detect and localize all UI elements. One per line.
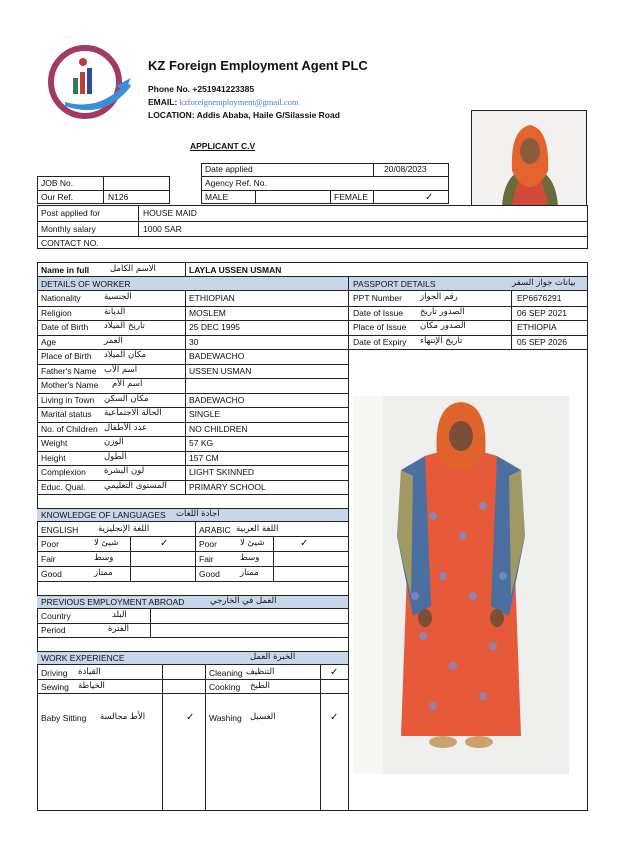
passport-field-label: PPT Number <box>353 293 402 303</box>
passport-field-label-arabic: الصدور مكان <box>420 321 466 331</box>
worker-field-label-arabic: مكان السكن <box>104 393 149 404</box>
passport-field-label: Date of Expiry <box>353 336 407 347</box>
worker-field-value: LIGHT SKINNED <box>189 467 255 477</box>
worker-field-label-arabic: تاريخ الميلاد <box>104 321 145 331</box>
worker-field-label-arabic: اسم الأب <box>104 364 138 375</box>
worker-field-label: Educ. Qual. <box>41 481 86 492</box>
experience-right-label: Cooking <box>209 682 241 692</box>
english-level-checkmark: ✓ <box>160 538 169 549</box>
worker-row-divider <box>37 320 349 321</box>
passport-field-label: Place of Issue <box>353 322 407 332</box>
passport-field-label-arabic: الصدور تاريخ <box>420 306 465 317</box>
worker-field-label: Father's Name <box>41 365 97 376</box>
worker-row-divider <box>37 393 349 394</box>
passport-field-value: ETHIOPIA <box>517 322 557 332</box>
worker-field-label: Height <box>41 452 66 463</box>
name-label: Name in full <box>41 265 90 275</box>
company-email-row <box>148 97 299 108</box>
english-level-label-arabic: شيئ لا <box>94 538 119 548</box>
salary-label: Monthly salary <box>41 224 96 234</box>
post-label: Post applied for <box>41 208 101 218</box>
passport-field-value: 05 SEP 2026 <box>517 336 567 347</box>
worker-row-divider <box>37 465 349 466</box>
country-label-arabic: البلد <box>112 610 127 620</box>
experience-right-label-arabic: الطبخ <box>250 681 270 691</box>
worker-field-value: USSEN USMAN <box>189 365 252 376</box>
worker-field-label: Place of Birth <box>41 351 92 361</box>
experience-left-label: Sewing <box>41 682 69 692</box>
email-link[interactable]: kzforeignemployment@gmail.com <box>179 97 299 107</box>
salary-value: 1000 SAR <box>143 224 182 234</box>
worker-section-title: DETAILS OF WORKER <box>41 279 131 289</box>
company-logo <box>45 42 135 122</box>
worker-field-value: BADEWACHO <box>189 394 245 405</box>
experience-section-title: WORK EXPERIENCE <box>41 653 125 663</box>
experience-left-label-arabic: القيادة <box>78 667 101 677</box>
experience-left-label-arabic: الأط مجالسة <box>100 712 146 722</box>
employment-section-title-arabic: العمل في الخارجي <box>210 596 277 606</box>
female-checkmark: ✓ <box>425 192 434 203</box>
worker-field-label: Complexion <box>41 467 86 477</box>
worker-field-label: Nationality <box>41 293 81 303</box>
worker-row-divider <box>37 335 349 336</box>
worker-field-label: Living in Town <box>41 394 95 405</box>
worker-field-label: No. of Children <box>41 423 98 434</box>
worker-field-label: Date of Birth <box>41 322 89 332</box>
worker-field-value: MOSLEM <box>189 307 226 318</box>
female-label: FEMALE <box>334 192 369 202</box>
worker-row-divider <box>37 422 349 423</box>
worker-field-label-arabic: مكان الميلاد <box>104 350 147 360</box>
worker-row-divider <box>37 436 349 437</box>
arabic-label-arabic: اللغة العربية <box>236 524 279 534</box>
worker-row-divider <box>37 451 349 452</box>
worker-field-value: 30 <box>189 336 199 347</box>
experience-left-label: Driving <box>41 668 68 678</box>
languages-section-title: KNOWLEDGE OF LANGUAGES <box>41 510 166 520</box>
experience-left-label-arabic: الخياطة <box>78 681 105 691</box>
agency-ref-label: Agency Ref. No. <box>205 178 267 188</box>
experience-right-label-arabic: الغسيل <box>250 712 276 722</box>
employment-section-title: PREVIOUS EMPLOYMENT ABROAD <box>41 597 185 607</box>
english-level-label: Good <box>41 569 62 579</box>
english-level-label-arabic: ممتاز <box>94 568 113 578</box>
job-no-label: JOB No. <box>41 178 74 188</box>
english-level-label: Fair <box>41 554 56 564</box>
arabic-level-label-arabic: شيئ لا <box>240 538 265 548</box>
experience-left-label: Baby Sitting <box>41 713 87 723</box>
worker-field-label-arabic: الطول <box>104 451 127 462</box>
full-body-photo <box>353 396 569 774</box>
experience-right-label: Washing <box>209 713 242 723</box>
experience-section-title-arabic: الخبرة العمل <box>250 652 296 662</box>
worker-field-value: BADEWACHO <box>189 351 245 361</box>
arabic-level-label-arabic: ممتاز <box>240 568 259 578</box>
arabic-level-label-arabic: وسط <box>240 553 260 563</box>
worker-field-label-arabic: الديانة <box>104 306 126 317</box>
worker-field-label: Marital status <box>41 409 92 419</box>
experience-right-label: Cleaning <box>209 668 243 678</box>
worker-field-label-arabic: لون البشرة <box>104 466 145 476</box>
worker-field-label-arabic: الحالة الاجتماعية <box>104 408 162 418</box>
company-name: KZ Foreign Employment Agent PLC <box>148 58 368 73</box>
worker-field-label-arabic: عدد الأطفال <box>104 422 148 433</box>
worker-column-divider <box>185 291 186 494</box>
worker-field-value: 57 KG <box>189 438 214 448</box>
arabic-level-label: Poor <box>199 539 217 549</box>
worker-field-value: 25 DEC 1995 <box>189 322 241 332</box>
period-label-arabic: الفترة <box>108 624 129 634</box>
date-applied-value: 20/08/2023 <box>384 164 427 174</box>
worker-field-label-arabic: اسم الأم <box>112 379 143 389</box>
passport-column-divider <box>511 291 512 349</box>
worker-field-label: Religion <box>41 307 72 318</box>
passport-section-title: PASSPORT DETAILS <box>353 279 436 289</box>
worker-field-label-arabic: المستوى التعليمي <box>104 480 167 491</box>
period-label: Period <box>41 625 66 635</box>
passport-field-label: Date of Issue <box>353 307 404 318</box>
arabic-label: ARABIC <box>199 525 231 535</box>
passport-row-divider <box>348 349 588 350</box>
post-value: HOUSE MAID <box>143 208 197 218</box>
passport-field-value: EP6676291 <box>517 293 562 303</box>
passport-row-divider <box>348 306 588 307</box>
company-phone: Phone No. +251941223385 <box>148 84 255 94</box>
name-value: LAYLA USSEN USMAN <box>189 265 282 275</box>
passport-section-title-arabic: بيانات جواز السفر <box>512 278 576 288</box>
english-label: ENGLISH <box>41 525 79 535</box>
experience-right-checkmark: ✓ <box>330 712 339 723</box>
arabic-level-label: Good <box>199 569 220 579</box>
male-label: MALE <box>205 192 229 202</box>
worker-row-divider <box>37 494 349 495</box>
worker-field-label: Weight <box>41 438 68 448</box>
date-applied-label: Date applied <box>205 164 253 174</box>
experience-left-checkmark: ✓ <box>186 712 195 723</box>
arabic-level-label: Fair <box>199 554 214 564</box>
worker-field-label: Age <box>41 336 57 347</box>
passport-field-value: 06 SEP 2021 <box>517 307 567 318</box>
passport-field-label-arabic: رقم الجواز <box>420 292 458 302</box>
post-salary-table <box>37 205 588 249</box>
worker-field-value: NO CHILDREN <box>189 423 248 434</box>
experience-right-label-arabic: التنظيف <box>246 667 275 677</box>
document-title: APPLICANT C.V <box>190 141 256 151</box>
worker-field-value: ETHIOPIAN <box>189 293 235 303</box>
company-location: LOCATION: Addis Ababa, Haile G/Silassie Road <box>148 110 340 120</box>
passport-row-divider <box>348 335 588 336</box>
languages-section-title-arabic: اجادة اللغات <box>176 509 220 519</box>
arabic-level-checkmark: ✓ <box>300 538 309 549</box>
worker-row-divider <box>37 407 349 408</box>
passport-row-divider <box>348 320 588 321</box>
portrait-photo <box>471 110 587 206</box>
experience-right-checkmark: ✓ <box>330 667 339 678</box>
worker-row-divider <box>37 364 349 365</box>
worker-row-divider <box>37 349 349 350</box>
worker-field-label-arabic: الجنسية <box>104 292 132 302</box>
email-label: EMAIL: <box>148 97 178 107</box>
contact-label: CONTACT NO. <box>41 238 99 248</box>
country-label: Country <box>41 611 71 621</box>
worker-row-divider <box>37 480 349 481</box>
name-label-arabic: الاسم الكامل <box>110 264 156 274</box>
english-level-label: Poor <box>41 539 59 549</box>
passport-field-label-arabic: تاريخ الإنتهاء <box>420 335 463 346</box>
our-ref-value: N126 <box>108 192 129 202</box>
worker-field-value: PRIMARY SCHOOL <box>189 481 266 492</box>
worker-field-label: Mother's Name <box>41 380 99 390</box>
our-ref-label: Our Ref. <box>41 192 74 202</box>
english-level-label-arabic: وسط <box>94 553 114 563</box>
english-label-arabic: اللغة الإنجليزية <box>98 524 150 534</box>
worker-field-label-arabic: الوزن <box>104 437 124 447</box>
worker-field-value: SINGLE <box>189 409 221 419</box>
worker-row-divider <box>37 306 349 307</box>
worker-field-label-arabic: العمر <box>104 335 123 346</box>
worker-row-divider <box>37 378 349 379</box>
worker-field-value: 157 CM <box>189 452 219 463</box>
